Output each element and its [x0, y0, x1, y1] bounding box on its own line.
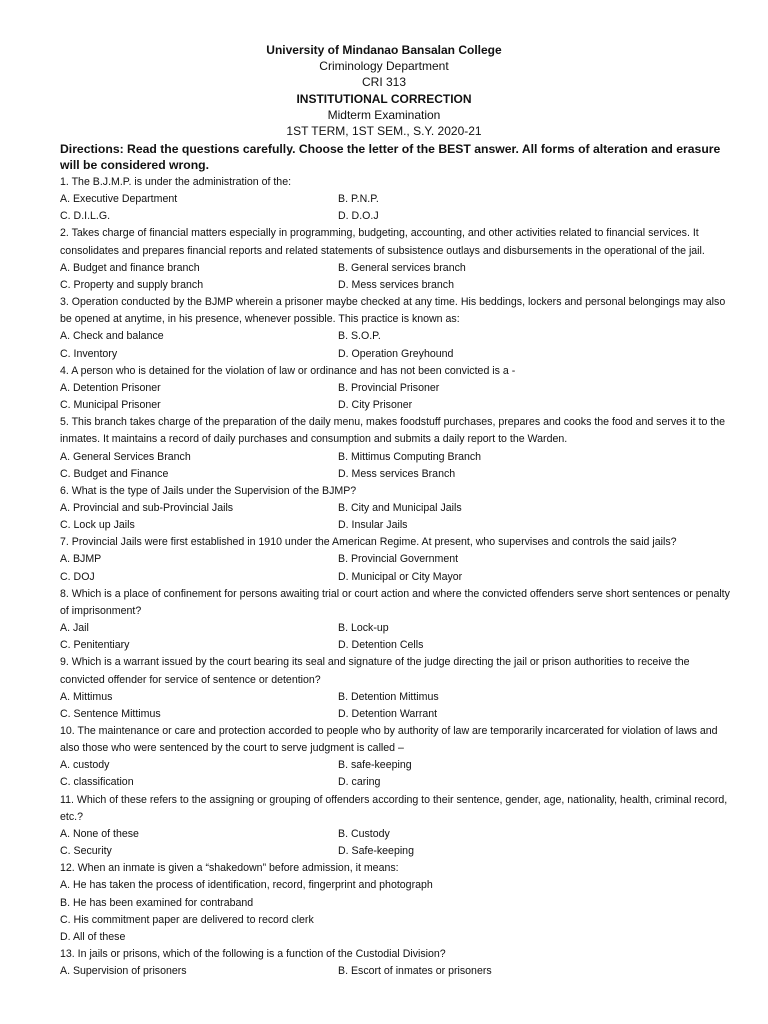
answer-option: C. D.I.L.G.: [60, 210, 111, 223]
answer-option: B. Detention Mittimus: [338, 690, 439, 703]
answer-option: C. Property and supply branch: [60, 278, 204, 291]
answer-option: C. Sentence Mittimus: [60, 707, 161, 720]
answer-option: D. Insular Jails: [338, 519, 408, 532]
answer-option: A. Mittimus: [60, 690, 113, 703]
question-item: [60, 363, 730, 414]
university-name: University of Mindanao Bansalan College: [266, 43, 502, 57]
answer-options: [60, 328, 730, 362]
answer-option: D. Mess services Branch: [338, 467, 456, 480]
answer-option: D. Safe-keeping: [338, 845, 414, 858]
answer-option: B. Escort of inmates or prisoners: [338, 965, 492, 978]
question-item: [60, 174, 730, 225]
answer-option: C. Security: [60, 845, 112, 858]
question-item: [60, 723, 730, 792]
question-item: [60, 294, 730, 363]
answer-options: [60, 500, 730, 534]
answer-option: A. He has taken the process of identification, record, fingerprint and photograph: [60, 879, 433, 892]
answer-options: [60, 689, 730, 723]
answer-option: D. Detention Warrant: [338, 707, 438, 720]
answer-option: C. His commitment paper are delivered to record clerk: [60, 913, 314, 926]
question-text: 12. When an inmate is given a “shakedown” before admission, it means:: [60, 862, 399, 875]
answer-options: [60, 826, 730, 860]
answer-options: [60, 191, 730, 225]
answer-option: A. Provincial and sub-Provincial Jails: [60, 501, 234, 514]
answer-options: [60, 963, 730, 980]
answer-options: [60, 620, 730, 654]
answer-option: B. S.O.P.: [338, 330, 381, 343]
question-text: 2. Takes charge of financial matters especially in programming, budgeting, accounting, and other activities related to financial services. It consolidates and prepares financial reports and related statements of subsistence outlays and disbursements in the operational of the jail.: [60, 227, 705, 257]
question-item: [60, 534, 730, 585]
exam-title: Midterm Examination: [327, 107, 441, 122]
answer-option: B. General services branch: [338, 261, 466, 274]
question-item: [60, 414, 730, 483]
answer-option: D. City Prisoner: [338, 399, 413, 412]
answer-option: C. Budget and Finance: [60, 467, 169, 480]
answer-option: A. General Services Branch: [60, 450, 191, 463]
question-item: [60, 654, 730, 723]
question-text: 4. A person who is detained for the violation of law or ordinance and has not been convicted is a -: [60, 364, 516, 377]
question-item: [60, 860, 730, 946]
exam-header: [0, 42, 768, 139]
answer-option: D. Detention Cells: [338, 639, 424, 652]
answer-option: A. Executive Department: [60, 193, 178, 206]
question-text: 9. Which is a warrant issued by the court bearing its seal and signature of the judge directing the jail or prison authorities to receive the convicted offender for service of sentence or detention?: [60, 656, 690, 686]
course-title: INSTITUTIONAL CORRECTION: [296, 91, 472, 106]
answer-option: D. caring: [338, 776, 381, 789]
answer-option: B. Provincial Government: [338, 553, 459, 566]
answer-option: A. Budget and finance branch: [60, 261, 200, 274]
answer-option: B. Custody: [338, 827, 390, 840]
answer-option: B. Mittimus Computing Branch: [338, 450, 482, 463]
answer-option: C. classification: [60, 776, 134, 789]
question-text: 8. Which is a place of confinement for persons awaiting trial or court action and where the convicted offenders serve short sentences or penalty of imprisonment?: [60, 587, 730, 617]
question-text: 7. Provincial Jails were first established in 1910 under the American Regime. At present, who supervises and controls the said jails?: [60, 536, 677, 549]
question-item: [60, 483, 730, 534]
answer-option: B. He has been examined for contraband: [60, 896, 254, 909]
answer-option: A. Jail: [60, 622, 89, 635]
answer-option: D. Municipal or City Mayor: [338, 570, 463, 583]
question-item: [60, 946, 730, 980]
answer-options: [60, 551, 730, 585]
department-name: Criminology Department: [319, 59, 449, 74]
question-text: 11. Which of these refers to the assigning or grouping of offenders according to their sentence, gender, age, nationality, health, criminal record, etc.?: [60, 793, 728, 823]
answer-option: A. Detention Prisoner: [60, 381, 161, 394]
answer-option: B. Lock-up: [338, 622, 389, 635]
answer-option: D. Operation Greyhound: [338, 347, 454, 360]
question-text: 6. What is the type of Jails under the Supervision of the BJMP?: [60, 484, 357, 497]
answer-options: [60, 380, 730, 414]
answer-option: A. custody: [60, 759, 110, 772]
term-label: 1ST TERM, 1ST SEM., S.Y. 2020-21: [286, 124, 482, 139]
question-item: [60, 792, 730, 861]
question-list: [60, 174, 730, 980]
question-text: 5. This branch takes charge of the preparation of the daily menu, makes foodstuff purchases, prepares and cooks the food and serves it to the inmates. It maintains a record of daily purchases and consumption and submits a daily report to the Warden.: [60, 416, 726, 446]
answer-option: C. Inventory: [60, 347, 118, 360]
answer-option: B. Provincial Prisoner: [338, 381, 440, 394]
answer-option: C. DOJ: [60, 570, 95, 583]
answer-option: D. All of these: [60, 930, 126, 943]
answer-option: A. Check and balance: [60, 330, 164, 343]
question-item: [60, 586, 730, 655]
answer-options: [60, 449, 730, 483]
answer-option: A. Supervision of prisoners: [60, 965, 187, 978]
question-item: [60, 225, 730, 294]
answer-option: A. BJMP: [60, 553, 102, 566]
answer-option: C. Lock up Jails: [60, 519, 135, 532]
question-text: 13. In jails or prisons, which of the following is a function of the Custodial Division?: [60, 948, 446, 961]
question-text: 3. Operation conducted by the BJMP wherein a prisoner maybe checked at any time. His beddings, lockers and personal belongings may also be opened at anytime, in his presence, whenever possible. This practice is known as:: [60, 296, 726, 326]
answer-option: C. Municipal Prisoner: [60, 399, 161, 412]
answer-options: [60, 260, 730, 294]
answer-option: B. safe-keeping: [338, 759, 412, 772]
answer-option: B. P.N.P.: [338, 193, 379, 206]
directions: Directions: Read the questions carefully. Choose the letter of the BEST answer. All forms of alteration and erasure will be considered wrong.: [60, 142, 721, 172]
answer-options: [60, 757, 730, 791]
answer-option: A. None of these: [60, 827, 139, 840]
question-text: 10. The maintenance or care and protection accorded to people who by authority of law are temporarily incarcerated for violation of laws and also those who were sentenced by the court to serve judgment is called –: [60, 725, 718, 755]
answer-option: C. Penitentiary: [60, 639, 130, 652]
question-text: 1. The B.J.M.P. is under the administration of the:: [60, 176, 292, 188]
answer-option: B. City and Municipal Jails: [338, 501, 462, 514]
course-code: CRI 313: [361, 75, 407, 90]
answer-option: D. D.O.J: [338, 210, 379, 223]
answer-option: D. Mess services branch: [338, 278, 454, 291]
